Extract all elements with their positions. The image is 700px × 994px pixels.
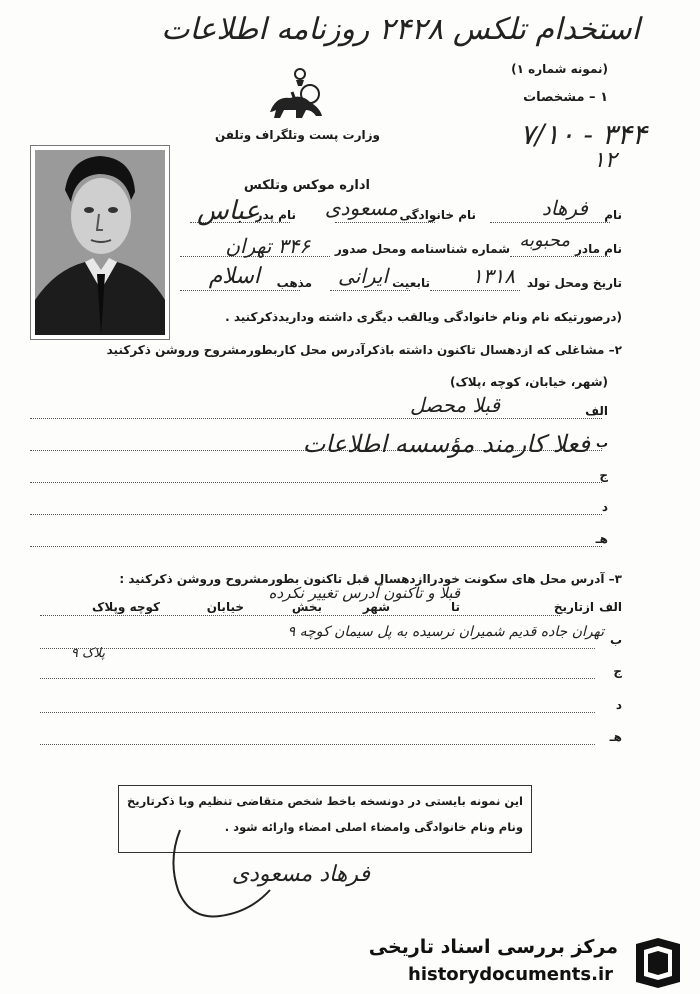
section3-row-label: د — [615, 698, 622, 712]
form-number: (نمونه شماره ۱) — [511, 62, 608, 76]
section2-row-label: ب — [595, 436, 608, 450]
family-value: مسعودی — [324, 196, 398, 220]
instruction-line-2: ونام ونام خانوادگی وامضاء اصلی امضاء وارائه شود . — [224, 820, 523, 834]
section3-row-line — [40, 744, 595, 745]
section3-row-line — [40, 615, 560, 616]
nationality-label: تابعیت — [392, 276, 430, 290]
name-label: نام — [604, 208, 622, 222]
instruction-line-1: این نمونه بایستی در دونسخه باخط شخص متقاضی تنظیم وبا ذکرتاریخ — [126, 794, 523, 808]
religion-value: اسلام — [208, 264, 260, 289]
section3-title: ۳– آدرس محل های سکونت خودراازدهسال قبل تاکنون بطورمشروح وروشن ذکرکنید : — [119, 572, 622, 586]
col-city: شهر — [362, 600, 390, 614]
section3-row-line — [40, 648, 595, 649]
section3-row-label: الف — [599, 600, 622, 614]
name-value: فرهاد — [541, 196, 588, 220]
religion-line — [180, 290, 300, 291]
office-name: اداره موکس وتلکس — [243, 178, 370, 193]
section3-row-value: تهران جاده قدیم شمیران نرسیده به پل سیمان کوچه ۹ — [287, 624, 604, 640]
archive-logo-icon — [630, 936, 686, 990]
family-line — [335, 222, 435, 223]
family-label: نام خانوادگی — [399, 208, 476, 222]
section2-row-value: فعلا کارمند مؤسسه اطلاعات — [302, 430, 590, 458]
section2-row-label: ج — [599, 468, 608, 482]
section2-row-line — [30, 418, 602, 419]
nationality-line — [330, 290, 410, 291]
file-number: ۷/۱۰ - ۳۴۴ — [520, 118, 647, 151]
col-to: تا — [450, 600, 460, 614]
section1-heading: ۱ – مشخصات — [523, 90, 608, 105]
footer-org-name: مرکز بررسی اسناد تاریخی — [368, 936, 618, 958]
col-from: ازتاریخ — [553, 600, 594, 614]
mother-line — [510, 256, 610, 257]
portrait-icon — [35, 150, 165, 335]
section3-handwritten-note: قبلا و تاکنون آدرس تغییر نکرده — [268, 584, 460, 602]
section2-row-line — [30, 514, 602, 515]
idnum-value: ۳۴۶ تهران — [225, 234, 310, 258]
col-alley: کوچه وپلاک — [92, 600, 160, 614]
col-district: بخش — [291, 600, 322, 614]
section3-row-label: هـ — [609, 730, 622, 744]
religion-label: مذهب — [276, 276, 312, 290]
handwritten-title: استخدام تلکس ۲۴۲۸ روزنامه اطلاعات — [161, 12, 640, 47]
section3-row-line — [40, 678, 595, 679]
section2-row-value: قبلا محصل — [410, 393, 500, 417]
signature: فرهاد مسعودی — [231, 862, 370, 887]
section3-row-line — [40, 712, 595, 713]
mother-value: محبوبه — [519, 230, 570, 251]
section2-row-label: الف — [585, 404, 608, 418]
mother-label: نام مادر — [575, 242, 622, 256]
nationality-value: ایرانی — [338, 264, 388, 288]
section3-row-label: ب — [609, 633, 622, 647]
section3-row-label: ج — [613, 664, 622, 678]
birth-line — [430, 290, 520, 291]
section2-row-line — [30, 546, 602, 547]
section2-subtitle: (شهر، خیابان، کوچه ،پلاک) — [449, 375, 608, 389]
father-label: نام پدر — [255, 208, 296, 222]
file-number-sub: ۱۲ — [593, 148, 617, 173]
footer-website: historydocuments.ir — [408, 964, 613, 985]
birth-label: تاریخ ومحل تولد — [526, 276, 622, 290]
alias-note: (درصورتیکه نام ونام خانوادگی ویالقب دیگری داشته وداریدذکرکنید . — [225, 310, 622, 324]
name-line — [490, 222, 610, 223]
idnum-label: شماره شناسنامه ومحل صدور — [334, 242, 510, 256]
birth-value: ۱۳۱۸ — [472, 264, 515, 288]
lion-and-sun-emblem-icon — [262, 68, 330, 124]
section3-row-value2: پلاک ۹ — [70, 646, 105, 661]
section2-row-line — [30, 482, 602, 483]
col-street: خیابان — [206, 600, 244, 614]
ministry-name: وزارت پست وتلگراف وتلفن — [214, 128, 380, 142]
section2-title: ۲– مشاغلی که ازدهسال تاکنون داشته باذکرآدرس محل کاربطورمشروح وروشن ذکرکنید — [106, 343, 622, 357]
section2-row-label: هـ — [595, 532, 608, 546]
section2-row-label: د — [601, 500, 608, 514]
footer-watermark — [0, 934, 700, 994]
father-value: عباس — [196, 196, 260, 226]
